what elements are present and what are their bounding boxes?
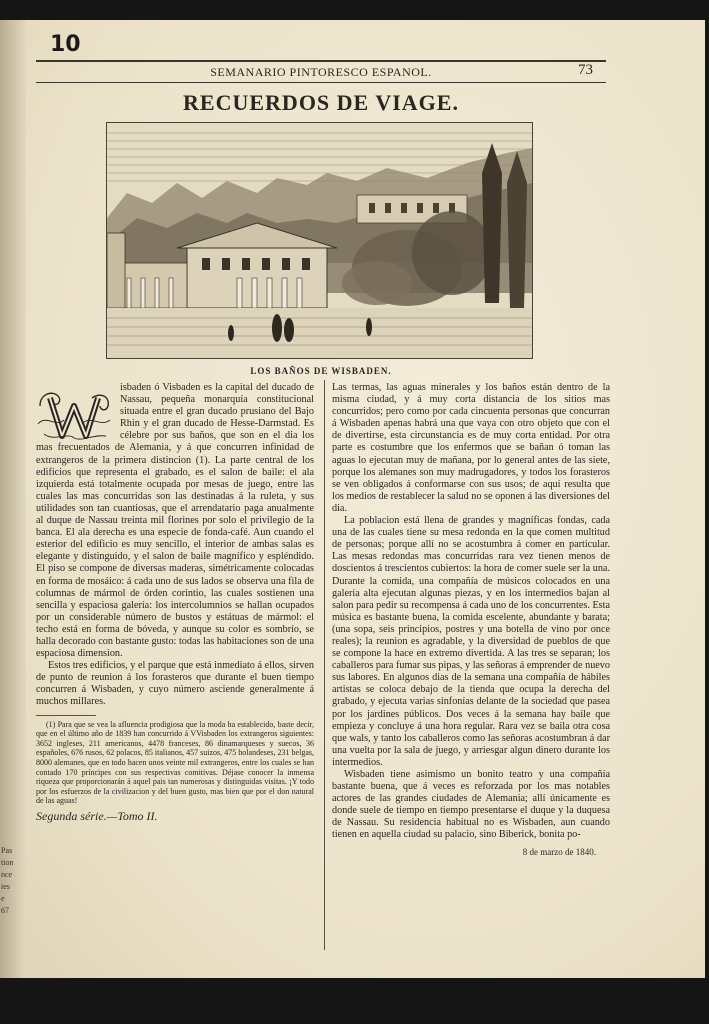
- paragraph: Wisbaden tiene asimismo un bonito teatro y una compañía bastante buena, que á veces es reforzada por los mas notables actores de las grandes ciudades de Alemania; allí únicamente es donde suele de tiempo en tiempo presentarse el duque y la duquesa de Nassau. Su residencia habitual no es Wisbaden, aun cuando tienen en aquella ciudad su palacio, sino Biberick, bonita po-: [332, 769, 610, 841]
- footnote-rule: [36, 715, 96, 716]
- paragraph: Las termas, las aguas minerales y los baños están dentro de la misma ciudad, y á muy corta distancia de los sitios mas concurridos; pero como por cada cincuenta personas que concurran á Wisbaden apenas habrá una que vaya con otro objeto que con el de divertirse, esta circunstancia es de muy corta entidad. Por otra parte es costumbre que los enfermos que se bañan ó toman las aguas lo ejecutan muy de mañana, por lo general antes de las siete, porque los alemanes son muy madrugadores, y todos los forasteros se ven obligados á conformarse con sus usos; de aquí resulta que los medios de restablecer la salud no se oponen á las diversiones del dia.: [332, 382, 610, 514]
- paragraph: La poblacion está llena de grandes y magníficas fondas, cada una de las cuales tiene su mesa redonda en la que comen multitud de personas; porque allí no se acostumbra á comer en particular. Las mesas redondas mas concurridas rara vez tienen menos de doscientos á trescientos cubiertos: la hora de comer suele ser la una. Durante la comida, una compañía de músicos colocados en una galería alta ejecutan algunas piezas, y en los intermedios bajan al salon para pedir su recompensa á cada uno de los concurrentes. Esta música es bastante buena, la comida escelente, abundante y barata; (una sopa, seis principios, postres y una botella de vino por once reales); la reunion es agradable, y la diversidad de pueblos de que se compone la hace en extremo divertida. A las tres se separan; los caballeros para fumar sus pipas, y las señoras á emprender de nuevo sus labores. En algunos dias de la semana una compañía de hábiles artistas se coloca debajo de la tienda que ocupa la derecha del grabado, y ejecuta varias sinfonías delante de la sociedad que pasea por los jardines públicos. Dos veces á la semana hay baile que empieza y concluye á una hora regular. Rara vez se baila otra cosa que wals, y tanto los caballeros como las señoras acostumbran á dar una vuelta por la sala de juego, y arriesgar algun dinero durante los intermedios.: [332, 515, 610, 768]
- left-column: [36, 382, 314, 822]
- column-rule: [324, 380, 325, 950]
- running-head-text: SEMANARIO PINTORESCO ESPANOL.: [210, 65, 432, 79]
- running-head: [36, 60, 606, 83]
- series-volume-label: Segunda série.—Tomo II.: [36, 808, 158, 823]
- margin-fragment: tion: [1, 858, 14, 867]
- margin-fragment: ies: [1, 882, 10, 891]
- footnote: (1) Para que se vea la afluencia prodigiosa que la moda ha establecido, baste decir, que en el último año de 1839 han concurrido á VVisbaden los extrangeros siguientes: 3652 ingleses, 211 americanos, 4478 franceses, 86 dinamarqueses y suecos, 36 españoles, 676 rusos, 62 polacos, 85 italianos, 457 suizos, 475 holandeses, 231 belgas, 8000 alemanes, que en todo hacen unos veinte mil extrangeros, entre los cuales se han contado 170 príncipes con sus respectivas comitivas. Déjase conocer la inmensa riqueza que proporcionarán á aquel pais tan numerosas y distinguidas visitas. ¡Y todo por los esfuerzos de la civilizacion y del buen gusto, mas bien que por el don natural de las aguas!: [36, 719, 314, 806]
- article-title: RECUERDOS DE VIAGE.: [183, 90, 459, 115]
- paragraph: Estos tres edificios, y el parque que está inmediato á ellos, sirven de punto de reunion á los forasteros que durante el buen tiempo concurren á Wisbaden, y cuyo número asciende generalmente á muchos millares.: [36, 660, 314, 708]
- engraving-caption: LOS BAÑOS DE WISBADEN.: [250, 366, 392, 376]
- previous-page-edge: [0, 20, 27, 978]
- page-number: 73: [578, 62, 593, 78]
- handwritten-number: 10: [50, 32, 81, 57]
- margin-fragment: nce: [1, 870, 13, 879]
- margin-fragment: 67: [1, 906, 9, 915]
- margin-fragment: Pas: [1, 846, 13, 855]
- engraving-illustration: [106, 122, 533, 359]
- opening-paragraph: isbaden ó Visbaden es la capital del ducado de Nassau, pequeña monarquía constitucional situada entre el gran ducado prusiano del Bajo Rhin y el gran ducado de Hesse-Darmstad. Es célebre por sus baños, que son en el dia los mas frecuentados de Alemania, y á que concurren infinidad de extrangeros de la primera distincion (1). La parte central de los edificios que representa el grabado, es el salon de baile: el ala izquierda está totalmente ocupada por mesas de juego, entre las cuales las mas concurridas son las destinadas á la ruleta, y sus utilidades son tan cuantiosas, que el arrendatario paga anualmente al duque de Nassau treinta mil florines por solo el privilegio de la banca. El ala derecha es una especie de fonda-café. Aun cuando el esterior del edificio es muy sencillo, el interior de ambas salas es elegante y distinguido, y el salon de baile magnífico y espléndido. El piso se compone de diversas maderas, simétricamente colocadas en forma de mosáico: á cada uno de sus lados se observa una fila de columnas de mármol de órden corintio, las cuales sostienen una sencilla y espaciosa galería: los intercolumnios se hallan ocupados por un considerable número de bustos y estátuas de mármol: el techo está en forma de bóveda, y aunque su color es sombrío, se halla decorado con bastante gusto: todas las habitaciones son de una espaciosa dimension.: [36, 382, 314, 660]
- right-column: [332, 382, 610, 858]
- issue-date: 8 de marzo de 1840.: [522, 846, 596, 857]
- margin-fragment: e: [1, 894, 5, 903]
- decorative-initial-w-icon: [34, 384, 114, 442]
- journal-page: [26, 20, 705, 978]
- scan-background: [0, 978, 709, 1024]
